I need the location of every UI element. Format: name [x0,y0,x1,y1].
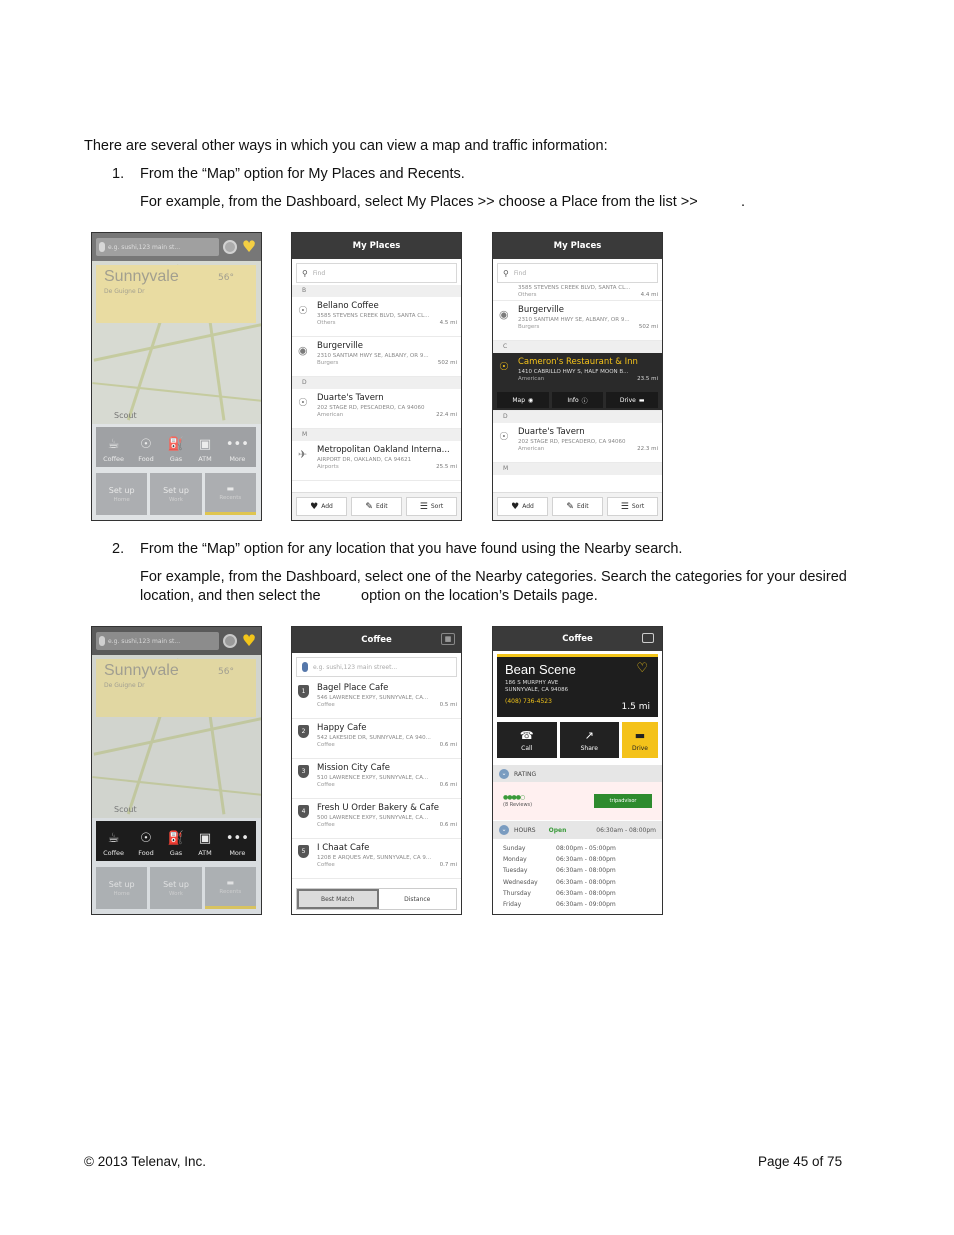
sort-list-icon: ☰ [620,501,629,512]
search-icon: ⚲ [503,268,509,278]
list-item[interactable]: ☉ Duarte's Tavern 202 STAGE RD, PESCADERO, CA 94060 American 22.4 mi [292,389,461,429]
recents-tile[interactable]: ▬ Recents [205,473,256,515]
fork-knife-icon: ☉ [140,437,152,452]
recents-tile[interactable]: ▬ Recents [205,867,256,909]
pencil-icon: ✎ [566,501,574,512]
list-item-partial[interactable]: 3585 STEVENS CREEK BLVD, SANTA CL... Others 4.4 mi [493,285,662,301]
atm-card-icon: ▣ [198,831,212,846]
add-button[interactable]: ♥ Add [296,497,347,516]
heart-icon[interactable]: ♡ [636,661,648,676]
list-item[interactable]: ◉ Burgerville 2310 SANTIAM HWY SE, ALBANY, OR 9... Burgers 502 mi [292,337,461,377]
step2-example-line1: For example, from the Dashboard, select one of the Nearby categories. Search the categories for your desired [140,569,847,585]
edit-button[interactable]: ✎ Edit [351,497,402,516]
step1-example-end: . [741,194,746,210]
category-bar [96,821,256,861]
fork-knife-icon: ☉ [298,396,308,409]
setup-home-tile[interactable]: Set up Home [96,867,147,909]
category-bar [96,427,256,467]
phone-icon: ☎ [519,728,534,742]
screen-title: My Places [292,233,461,259]
call-button[interactable]: ☎ Call [497,722,557,758]
sort-button[interactable]: ☰ Sort [406,497,457,516]
intro-text: There are several other ways in which you can view a map and traffic information: [84,138,608,154]
mic-icon [99,242,105,252]
scout-label: Scout [114,411,137,420]
profile-icon[interactable] [223,634,237,648]
more-dots-icon: ••• [225,437,249,452]
list-item[interactable]: 1 Bagel Place Cafe 546 LAWRENCE EXPY, SUNNYVALE, CA... Coffee 0.5 mi [292,679,461,719]
rating-dots-icon: ●●●●○ [503,794,525,801]
section-header: D [493,411,662,423]
category-more[interactable]: ••• More [225,831,249,857]
mic-icon [99,636,105,646]
pin-icon: ◉ [528,396,534,404]
search-icon: ⚲ [302,268,308,278]
scout-label: Scout [114,805,137,814]
category-gas[interactable]: ⛽ Gas [167,437,185,463]
step2-number: 2. [112,541,125,557]
info-icon: ⓘ [581,397,588,405]
pin-icon: ◉ [499,308,509,321]
category-coffee[interactable]: ☕ Coffee [103,437,125,463]
atm-card-icon: ▣ [198,437,212,452]
info-button[interactable]: Info ⓘ [552,392,604,408]
coffee-results-screen [291,626,462,915]
step2-text: From the “Map” option for any location that you have found using the Nearby search. [140,541,683,557]
footer-copyright: © 2013 Telenav, Inc. [84,1154,207,1169]
heart-icon: ♥ [511,501,520,512]
hours-list: Sunday 08:00pm - 05:00pm Monday 06:30am - 08:00pm Tuesday 06:30am - 08:00pm Wednesday 06:30am - 08:00pm Thursday 06:30am - 08:00pm Friday 06:30am - 09:00pm [503,845,616,909]
dashboard-map [92,655,261,818]
dashboard-screen-1 [91,232,262,521]
screen-title: Coffee [493,627,662,651]
dashboard-search[interactable]: e.g. sushi,123 main st... [96,238,219,256]
category-atm[interactable]: ▣ ATM [198,437,212,463]
airplane-icon: ✈ [298,448,308,461]
coffee-cup-icon: ☕ [107,831,120,846]
car-icon: ▬ [226,878,235,887]
list-item[interactable]: ☉ Bellano Coffee 3585 STEVENS CREEK BLVD, SANTA CL... Others 4.5 mi [292,297,461,337]
list-item[interactable]: 2 Happy Cafe 542 LAKESIDE DR, SUNNYVALE, CA 940... Coffee 0.6 mi [292,719,461,759]
heart-icon[interactable]: ♥ [241,237,257,256]
result-number-badge: 2 [298,725,309,738]
share-icon: ↗ [584,728,594,742]
category-gas[interactable]: ⛽ Gas [167,831,185,857]
section-header: B [292,285,461,297]
place-card: Bean Scene ♡ 186 S MURPHY AVE SUNNYVALE, CA 94086 (408) 736-4523 1.5 mi [497,654,658,717]
footer-page-number: Page 45 of 75 [758,1154,843,1169]
distance: 1.5 mi [621,702,650,712]
list-item[interactable]: 3 Mission City Cafe 510 LAWRENCE EXPY, SUNNYVALE, CA... Coffee 0.6 mi [292,759,461,799]
profile-icon[interactable] [223,240,237,254]
phone-number[interactable]: (408) 736-4523 [505,698,552,705]
map-button[interactable]: Map ◉ [497,392,549,408]
dashboard-search[interactable]: e.g. sushi,123 main st... [96,632,219,650]
setup-home-tile[interactable]: Set up Home [96,473,147,515]
screen-title: My Places [493,233,662,259]
step2-example-line2b: option on the location’s Details page. [361,588,598,604]
mic-icon [302,662,308,672]
chevron-down-icon: ⌄ [499,769,509,779]
result-number-badge: 4 [298,805,309,818]
rating-section: ●●●●○ (8 Reviews) tripadvisor [493,782,662,820]
dashboard-screen-2 [91,626,262,915]
fork-knife-icon: ☉ [499,430,509,443]
more-dots-icon: ••• [225,831,249,846]
dashboard-map [92,261,261,424]
my-places-screen-2 [492,232,663,521]
setup-work-tile[interactable]: Set up Work [150,867,201,909]
place-name: Bean Scene [505,662,576,677]
weather-card: Sunnyvale De Guigne Dr 56° [96,265,256,323]
hours-section-header[interactable]: ⌄ HOURS Open 06:30am - 08:00pm [493,821,662,839]
screen-title: Coffee ▦ [292,627,461,653]
pin-icon: ◉ [298,344,308,357]
section-header: M [493,463,662,475]
section-header: D [292,377,461,389]
category-food[interactable]: ☉ Food [138,831,154,857]
list-item[interactable]: ✈ Metropolitan Oakland Interna... AIRPORT DR, OAKLAND, CA 94621 Airports 25.5 mi [292,441,461,481]
car-icon: ▬ [226,484,235,493]
fork-knife-icon: ☉ [298,304,308,317]
category-atm[interactable]: ▣ ATM [198,831,212,857]
result-number-badge: 1 [298,685,309,698]
step2-example-line2a: location, and then select the [140,588,321,604]
add-button[interactable]: ♥ Add [497,497,548,516]
category-food[interactable]: ☉ Food [138,437,154,463]
fork-knife-icon: ☉ [499,360,509,373]
drive-button[interactable]: ▬ Drive [622,722,658,758]
fork-knife-icon: ☉ [140,831,152,846]
list-item[interactable]: ◉ Burgerville 2310 SANTIAM HWY SE, ALBANY, OR 9... Burgers 502 mi [493,301,662,341]
coffee-cup-icon: ☕ [107,437,120,452]
share-button[interactable]: ↗ Share [560,722,620,758]
find-input[interactable]: ⚲ Find [296,263,457,283]
section-header: C [493,341,662,353]
step1-example: For example, from the Dashboard, select My Places >> choose a Place from the list >> [140,194,698,210]
find-input[interactable]: ⚲ Find [497,263,658,283]
edit-button[interactable]: ✎ Edit [552,497,603,516]
search-input[interactable]: e.g. sushi,123 main street... [296,657,457,677]
drive-button[interactable]: Drive ▬ [606,392,658,408]
heart-icon: ♥ [310,501,319,512]
step1-number: 1. [112,166,125,182]
chat-bubble-icon[interactable] [642,633,654,643]
my-places-screen-1 [291,232,462,521]
list-item[interactable]: ☉ Duarte's Tavern 202 STAGE RD, PESCADERO, CA 94060 American 22.3 mi [493,423,662,463]
car-icon: ▬ [634,728,646,742]
sort-list-icon: ☰ [419,501,428,512]
tab-distance[interactable]: Distance [379,889,457,909]
list-item[interactable]: 4 Fresh U Order Bakery & Cafe 500 LAWRENCE EXPY, SUNNYVALE, CA... Coffee 0.6 mi [292,799,461,839]
step1-text: From the “Map” option for My Places and Recents. [140,166,465,182]
setup-work-tile[interactable]: Set up Work [150,473,201,515]
gas-pump-icon: ⛽ [167,437,185,452]
list-item[interactable]: 5 I Chaat Cafe 1208 E ARQUES AVE, SUNNYVALE, CA 9... Coffee 0.7 mi [292,839,461,879]
gas-pump-icon: ⛽ [167,831,185,846]
sort-button[interactable]: ☰ Sort [607,497,658,516]
heart-icon[interactable]: ♥ [241,631,257,650]
details-screen [492,626,663,915]
section-header: M [292,429,461,441]
selected-list-item[interactable]: ☉ Cameron's Restaurant & Inn 1410 CABRILLO HWY S, HALF MOON B... American 23.5 mi Map ◉ Info ⓘ Drive ▬ [493,353,662,411]
category-more[interactable]: ••• More [225,437,249,463]
tripadvisor-logo: tripadvisor [594,794,652,808]
chevron-down-icon: ⌄ [499,825,509,835]
map-view-icon[interactable]: ▦ [441,633,455,645]
pencil-icon: ✎ [365,501,373,512]
car-icon: ▬ [638,396,645,404]
rating-section-header[interactable]: ⌄ RATING [493,765,662,783]
result-number-badge: 3 [298,765,309,778]
category-coffee[interactable]: ☕ Coffee [103,831,125,857]
weather-card: Sunnyvale De Guigne Dr 56° [96,659,256,717]
result-number-badge: 5 [298,845,309,858]
tab-best-match[interactable]: Best Match [297,889,379,909]
